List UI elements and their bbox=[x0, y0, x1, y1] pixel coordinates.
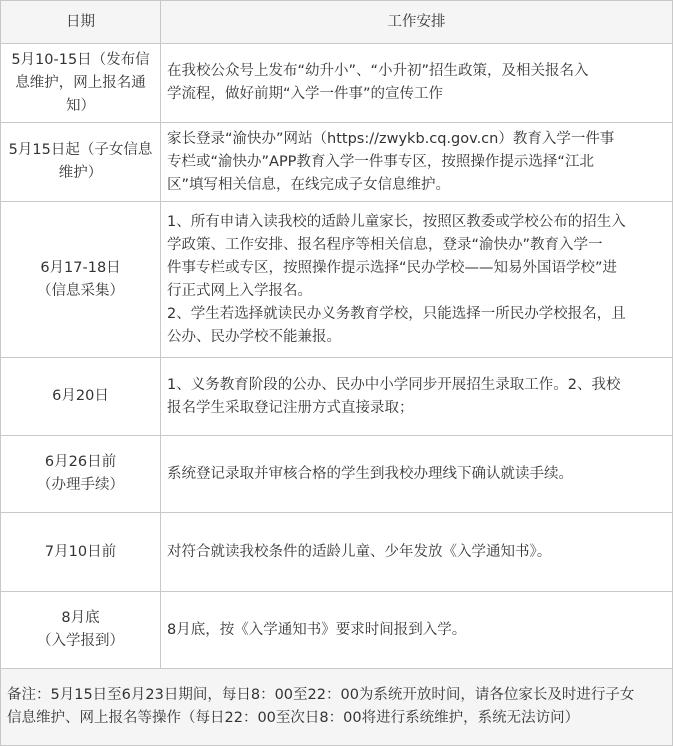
description-line: 专栏或“渝快办”APP教育入学一件事专区，按照操作提示选择“江北 bbox=[167, 153, 594, 170]
date-line: 知） bbox=[66, 97, 95, 114]
row-description bbox=[161, 436, 673, 513]
date-line: 息维护，网上报名通 bbox=[15, 74, 146, 91]
description-line: 在我校公众号上发布“幼升小”、“小升初”招生政策，及相关报名入 bbox=[167, 63, 589, 79]
table-row bbox=[1, 202, 673, 358]
row-description bbox=[161, 592, 673, 669]
description-line: 学流程，做好前期“入学一件事”的宣传工作 bbox=[167, 86, 444, 102]
note-row bbox=[1, 669, 673, 746]
row-description bbox=[161, 513, 673, 592]
description-line: 学政策、工作安排、报名程序等相关信息，登录“渝快办”教育入学一 bbox=[167, 236, 603, 253]
note-line: 信息维护、网上报名等操作（每日22：00至次日8：00将进行系统维护，系统无法访问） bbox=[7, 710, 580, 726]
row-date bbox=[1, 358, 161, 436]
date-line: 6月17-18日 bbox=[40, 259, 121, 276]
table-row bbox=[1, 44, 673, 123]
description-line: 1、所有申请入读我校的适龄儿童家长，按照区教委或学校公布的招生入 bbox=[167, 213, 626, 230]
table-row bbox=[1, 592, 673, 669]
row-description bbox=[161, 358, 673, 436]
description-line: 家长登录“渝快办”网站（https://zwykb.cq.gov.cn）教育入学一件事 bbox=[167, 130, 615, 147]
date-line: 8月底 bbox=[61, 610, 100, 626]
date-line: （入学报到） bbox=[37, 633, 124, 649]
date-line: （办理手续） bbox=[37, 477, 124, 493]
row-description bbox=[161, 202, 673, 358]
work-column-header: 工作安排 bbox=[161, 1, 673, 44]
note-line: 备注：5月15日至6月23日期间，每日8：00至22：00为系统开放时间，请各位家长及时进行子女 bbox=[7, 687, 635, 703]
note-cell bbox=[1, 669, 673, 746]
date-line: 维护） bbox=[58, 165, 103, 181]
table-header-row bbox=[1, 1, 673, 44]
date-line: （信息采集） bbox=[37, 282, 124, 299]
description-line: 报名学生采取登记注册方式直接录取； bbox=[167, 399, 414, 416]
description-line: 区”填写相关信息，在线完成子女信息维护。 bbox=[167, 176, 451, 193]
row-date bbox=[1, 44, 161, 123]
row-date bbox=[1, 513, 161, 592]
table-row bbox=[1, 358, 673, 436]
table-row bbox=[1, 436, 673, 513]
row-date bbox=[1, 436, 161, 513]
date-line: 6月20日 bbox=[52, 388, 109, 404]
row-date bbox=[1, 123, 161, 202]
description-line: 公办、民办学校不能兼报。 bbox=[167, 328, 341, 345]
description-line: 系统登记录取并审核合格的学生到我校办理线下确认就读手续。 bbox=[167, 465, 573, 482]
date-line: 5月10-15日（发布信 bbox=[11, 51, 150, 68]
description-line: 行正式网上入学报名。 bbox=[167, 282, 312, 299]
date-line: 7月10日前 bbox=[44, 543, 117, 560]
date-line: 5月15日起（子女信息 bbox=[8, 142, 153, 158]
description-line: 8月底，按《入学通知书》要求时间报到入学。 bbox=[167, 621, 467, 638]
row-date bbox=[1, 592, 161, 669]
table-row bbox=[1, 123, 673, 202]
description-line: 对符合就读我校条件的适龄儿童、少年发放《入学通知书》。 bbox=[167, 543, 552, 560]
description-line: 件事专栏或专区，按照操作提示选择“民办学校——知易外国语学校”进 bbox=[167, 259, 618, 276]
description-line: 1、义务教育阶段的公办、民办中小学同步开展招生录取工作。2、我校 bbox=[167, 376, 621, 393]
description-line: 2、学生若选择就读民办义务教育学校，只能选择一所民办学校报名，且 bbox=[167, 305, 626, 322]
row-date bbox=[1, 202, 161, 358]
row-description bbox=[161, 123, 673, 202]
date-line: 6月26日前 bbox=[44, 454, 117, 470]
date-column-header: 日期 bbox=[1, 1, 161, 44]
row-description bbox=[161, 44, 673, 123]
table-row bbox=[1, 513, 673, 592]
